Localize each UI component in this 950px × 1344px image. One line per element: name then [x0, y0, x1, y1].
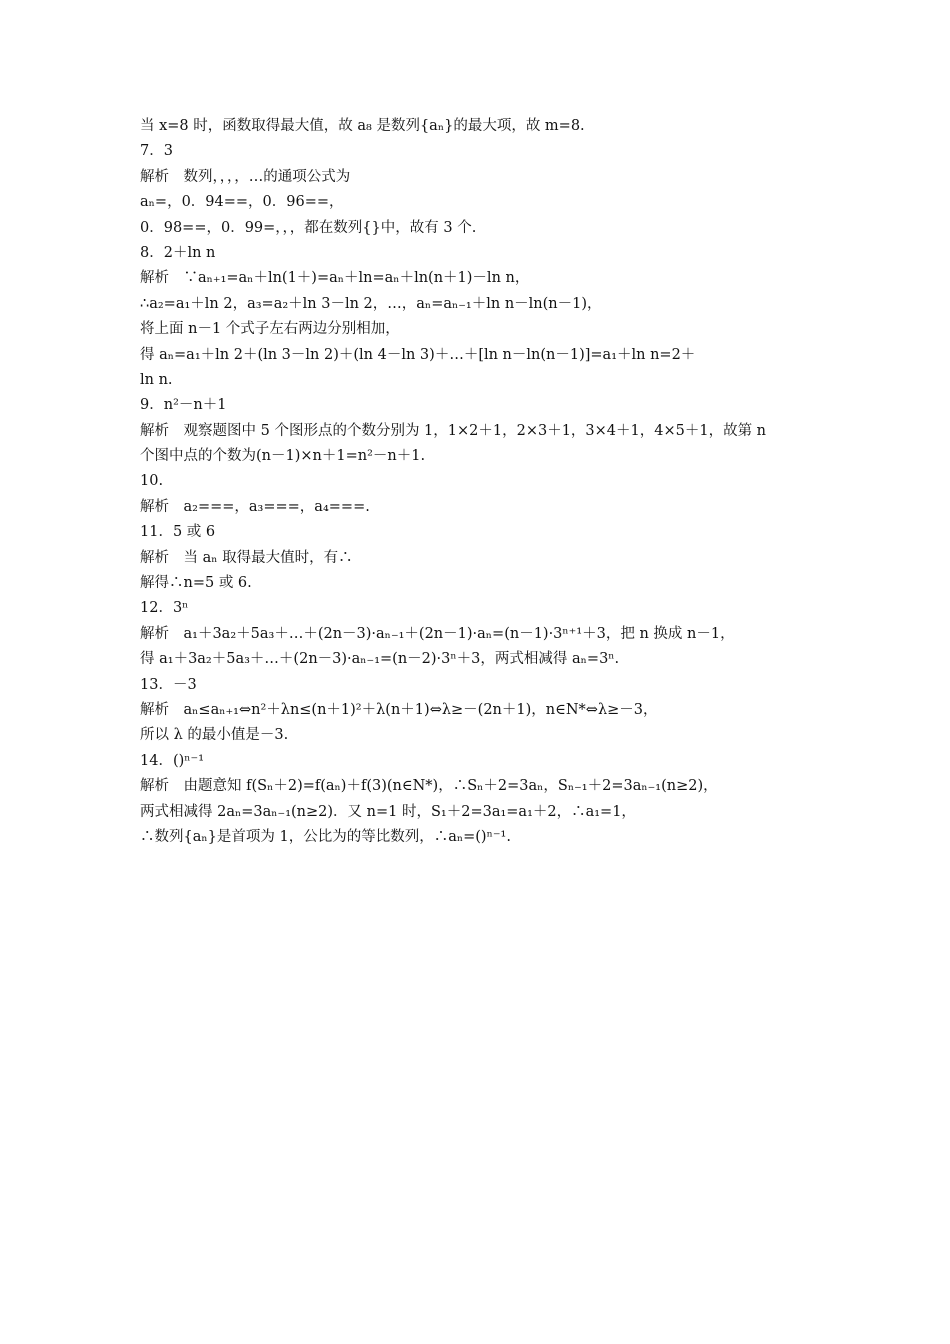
text-line-7: 解析 ∵aₙ₊₁=aₙ＋ln(1＋)=aₙ＋ln=aₙ＋ln(n＋1)－ln n， — [140, 270, 530, 287]
text-line-29: ∴数列{aₙ}是首项为 1，公比为的等比数列，∴aₙ=()ⁿ⁻¹. — [140, 828, 511, 845]
text-line-21: 解析 a₁＋3a₂＋5a₃＋…＋(2n－3)·aₙ₋₁＋(2n－1)·aₙ=(n－1)·3ⁿ⁺¹＋3，把 n 换成 n－1， — [140, 625, 735, 642]
text-line-10: 得 aₙ=a₁＋ln 2＋(ln 3－ln 2)＋(ln 4－ln 3)＋…＋[ln n－ln(n－1)]=a₁＋ln n=2＋ — [140, 346, 696, 363]
text-line-9: 将上面 n－1 个式子左右两边分别相加， — [140, 321, 400, 338]
text-line-25: 所以 λ 的最小值是－3. — [140, 727, 289, 744]
text-line-3: 解析 数列，，，，…的通项公式为 — [140, 168, 351, 185]
text-line-19: 解得∴n=5 或 6. — [140, 575, 252, 592]
text-line-11: ln n. — [140, 371, 173, 388]
text-line-23: 13．－3 — [140, 676, 197, 693]
text-line-28: 两式相减得 2aₙ=3aₙ₋₁(n≥2)．又 n=1 时，S₁＋2=3a₁=a₁＋2，∴a₁=1， — [140, 803, 636, 820]
text-line-13: 解析 观察题图中 5 个图形点的个数分别为 1，1×2＋1，2×3＋1，3×4＋1，4×5＋1，故第 n — [140, 422, 767, 439]
answer-document — [140, 114, 840, 850]
text-line-1: 当 x=8 时，函数取得最大值，故 a₈ 是数列{aₙ}的最大项，故 m=8. — [140, 118, 585, 134]
text-line-2: 7．3 — [140, 143, 173, 160]
text-line-14: 个图中点的个数为(n－1)×n＋1=n²－n＋1. — [140, 448, 426, 465]
text-line-18: 解析 当 aₙ 取得最大值时，有∴ — [140, 549, 353, 566]
text-line-27: 解析 由题意知 f(Sₙ＋2)=f(aₙ)＋f(3)(n∈N*)，∴Sₙ＋2=3aₙ，Sₙ₋₁＋2=3aₙ₋₁(n≥2)， — [140, 778, 718, 795]
text-line-5: 0．98==，0．99=，，，都在数列{}中，故有 3 个. — [140, 219, 477, 236]
text-line-15: 10. — [140, 473, 164, 490]
text-line-24: 解析 aₙ≤aₙ₊₁⇔n²＋λn≤(n＋1)²＋λ(n＋1)⇔λ≥－(2n＋1)，n∈N*⇔λ≥－3， — [140, 701, 658, 718]
text-line-16: 解析 a₂===，a₃===，a₄===. — [140, 498, 370, 515]
text-line-22: 得 a₁＋3a₂＋5a₃＋…＋(2n－3)·aₙ₋₁=(n－2)·3ⁿ＋3，两式相减得 aₙ=3ⁿ. — [140, 651, 620, 668]
text-line-26: 14．()ⁿ⁻¹ — [140, 752, 205, 769]
text-line-6: 8．2＋ln n — [140, 244, 216, 261]
text-line-4: aₙ=，0．94==，0．96==， — [140, 194, 344, 211]
text-line-17: 11．5 或 6 — [140, 524, 216, 541]
text-line-12: 9．n²－n＋1 — [140, 397, 227, 414]
text-line-8: ∴a₂=a₁＋ln 2，a₃=a₂＋ln 3－ln 2，…，aₙ=aₙ₋₁＋ln n－ln(n－1)， — [140, 295, 602, 312]
text-line-20: 12．3ⁿ — [140, 600, 189, 617]
